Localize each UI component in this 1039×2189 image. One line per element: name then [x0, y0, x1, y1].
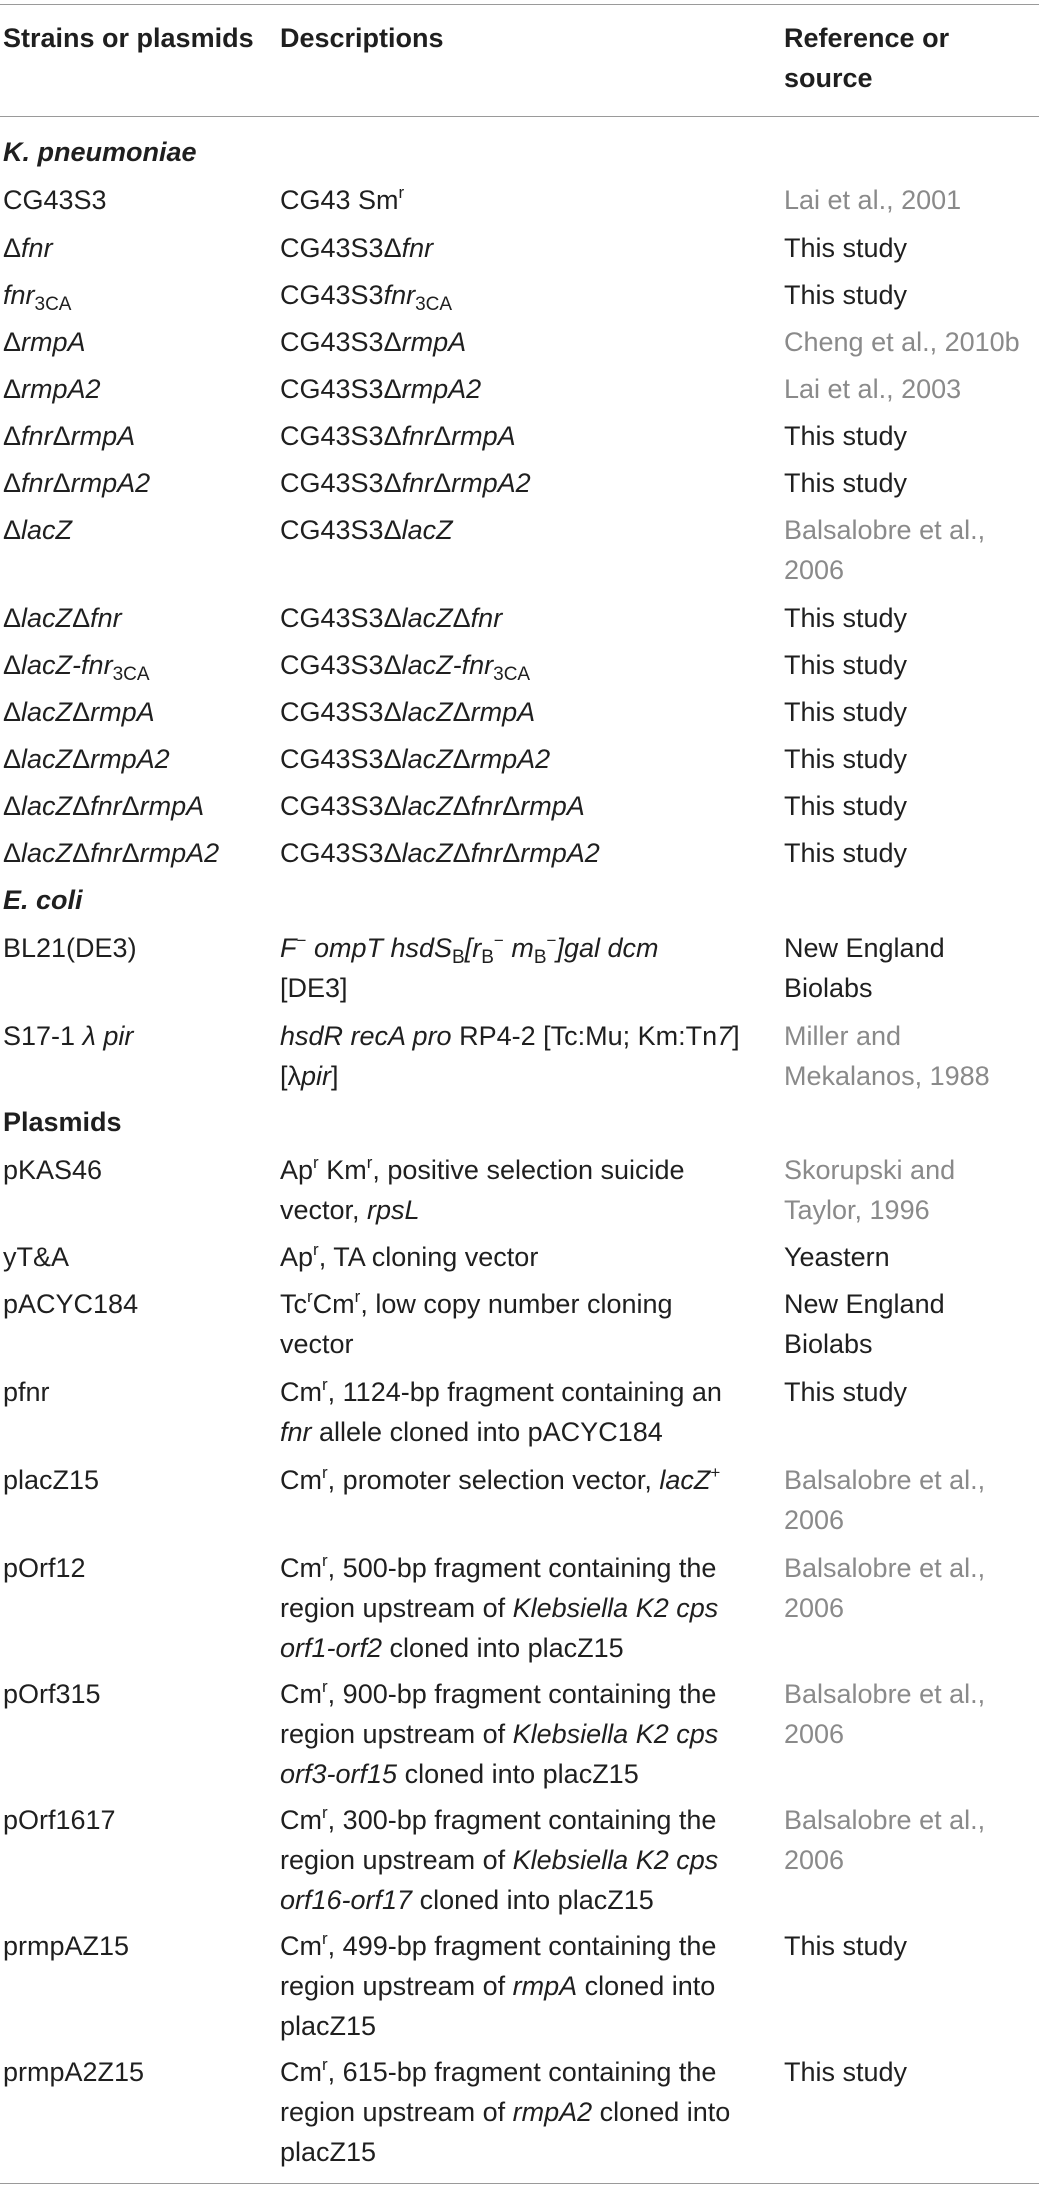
strain-cell: ΔlacZΔfnrΔrmpA2 — [3, 838, 220, 868]
section-plasmids: Plasmids — [3, 1107, 122, 1137]
reference-cell: This study — [784, 421, 908, 451]
reference-cell: Balsalobre et al., 2006 — [784, 1553, 986, 1623]
strain-cell: ΔfnrΔrmpA — [3, 421, 136, 451]
strain-cell: Δfnr — [3, 233, 53, 263]
strain-cell: BL21(DE3) — [3, 933, 137, 963]
strain-cell: ΔlacZ — [3, 515, 73, 545]
reference-cell: Balsalobre et al., 2006 — [784, 1679, 986, 1749]
description-cell: F− ompT $hsdS_B[r_B^-$ $m_B^-]gal$ dcm [DE3] — [280, 931, 659, 1003]
reference-cell: Balsalobre et al., 2006 — [784, 1465, 986, 1535]
description-cell: Cm$^r$, 500-bp fragment containing the region upstream of Klebsiella K2 cps orf1-orf2 cloned into placZ15 — [280, 1551, 719, 1663]
header-strains: Strains or plasmids — [3, 23, 254, 53]
strain-cell: placZ15 — [3, 1465, 100, 1495]
description-cell: CG43S3ΔrmpA2 — [280, 374, 482, 404]
strain-cell: pOrf315 — [3, 1679, 101, 1709]
reference-cell: Skorupski and Taylor, 1996 — [784, 1155, 956, 1225]
reference-cell: Lai et al., 2001 — [784, 185, 962, 215]
reference-cell: Lai et al., 2003 — [784, 374, 962, 404]
description-cell: CG43S3ΔlacZΔrmpA2 — [280, 744, 551, 774]
strain-cell: CG43S3 — [3, 185, 107, 215]
strain-cell: ΔlacZΔrmpA2 — [3, 744, 170, 774]
section-k-pneumoniae: K. pneumoniae — [3, 137, 197, 167]
reference-cell: This study — [784, 2057, 908, 2087]
header-rule — [0, 116, 1039, 117]
description-cell: CG43S3fnr$_{3CA}$ — [280, 280, 453, 315]
description-cell: Cm$^r$, 499-bp fragment containing the region upstream of rmpA cloned into placZ15 — [280, 1929, 717, 2041]
reference-cell: New England Biolabs — [784, 933, 945, 1003]
description-cell: Cm$^r$, 1124-bp fragment containing an fnr allele cloned into pACYC184 — [280, 1375, 722, 1447]
strain-cell: pOrf12 — [3, 1553, 86, 1583]
strain-cell: ΔlacZΔfnr — [3, 603, 122, 633]
strain-cell: ΔrmpA — [3, 327, 86, 357]
description-cell: CG43S3ΔlacZΔrmpA — [280, 697, 536, 727]
reference-cell: This study — [784, 233, 908, 263]
reference-cell: This study — [784, 1377, 908, 1407]
strain-cell: ΔlacZ-fnr$_{3CA}$ — [3, 650, 150, 685]
reference-cell: This study — [784, 697, 908, 727]
reference-cell: This study — [784, 744, 908, 774]
strain-cell: pfnr — [3, 1377, 50, 1407]
description-cell: Cm$^r$, 900-bp fragment containing the region upstream of Klebsiella K2 cps orf3-orf15 cloned into placZ15 — [280, 1677, 719, 1789]
header-reference: Reference or source — [784, 23, 950, 93]
strain-cell: fnr$_{3CA}$ — [3, 280, 72, 315]
strain-cell: ΔlacZΔrmpA — [3, 697, 155, 727]
reference-cell: This study — [784, 650, 908, 680]
description-cell: Ap$^r$, TA cloning vector — [280, 1240, 539, 1272]
strain-cell: pACYC184 — [3, 1289, 139, 1319]
reference-cell: This study — [784, 1931, 908, 1961]
section-e-coli: E. coli — [3, 885, 83, 915]
description-cell: CG43S3ΔlacZΔfnr — [280, 603, 503, 633]
description-cell: CG43S3Δfnr — [280, 233, 434, 263]
description-cell: CG43S3ΔrmpA — [280, 327, 467, 357]
reference-cell: Cheng et al., 2010b — [784, 327, 1020, 357]
description-cell: Cm$^r$, promoter selection vector, lacZ+ — [280, 1463, 721, 1495]
reference-cell: This study — [784, 468, 908, 498]
reference-cell: This study — [784, 603, 908, 633]
table-bottom-rule — [0, 2183, 1039, 2184]
reference-cell: This study — [784, 280, 908, 310]
reference-cell: This study — [784, 791, 908, 821]
reference-cell: Yeastern — [784, 1242, 890, 1272]
description-cell: CG43S3ΔlacZΔfnrΔrmpA — [280, 791, 585, 821]
strain-cell: prmpAZ15 — [3, 1931, 130, 1961]
reference-cell: Miller and Mekalanos, 1988 — [784, 1021, 990, 1091]
strain-cell: ΔrmpA2 — [3, 374, 101, 404]
description-cell: CG43S3ΔfnrΔrmpA — [280, 421, 516, 451]
header-descriptions: Descriptions — [280, 23, 444, 53]
strain-cell: yT&A — [3, 1242, 70, 1272]
description-cell: CG43 Sm$^r$ — [280, 183, 405, 215]
table-top-rule — [0, 4, 1039, 5]
description-cell: CG43S3ΔlacZΔfnrΔrmpA2 — [280, 838, 600, 868]
description-cell: CG43S3ΔfnrΔrmpA2 — [280, 468, 531, 498]
strain-cell: pKAS46 — [3, 1155, 103, 1185]
reference-cell: Balsalobre et al., 2006 — [784, 1805, 986, 1875]
reference-cell: Balsalobre et al., 2006 — [784, 515, 986, 585]
strain-cell: pOrf1617 — [3, 1805, 116, 1835]
description-cell: CG43S3ΔlacZ-fnr$_{3CA}$ — [280, 650, 531, 685]
strain-cell: ΔfnrΔrmpA2 — [3, 468, 151, 498]
strain-cell: prmpA2Z15 — [3, 2057, 145, 2087]
description-cell: CG43S3ΔlacZ — [280, 515, 453, 545]
description-cell: hsdR recA pro RP4-2 [Tc:Mu; Km:Tn7] [λpir] — [280, 1021, 740, 1091]
description-cell: Tc$^r$Cm$^r$, low copy number cloning vector — [280, 1287, 673, 1359]
description-cell: Cm$^r$, 615-bp fragment containing the region upstream of rmpA2 cloned into placZ15 — [280, 2055, 731, 2167]
strain-cell: S17-1 λ pir — [3, 1021, 134, 1051]
description-cell: Cm$^r$, 300-bp fragment containing the region upstream of Klebsiella K2 cps orf16-orf17 cloned into placZ15 — [280, 1803, 719, 1915]
reference-cell: This study — [784, 838, 908, 868]
description-cell: Ap$^r$ Km$^r$, positive selection suicide vector, rpsL — [280, 1153, 685, 1225]
strain-cell: ΔlacZΔfnrΔrmpA — [3, 791, 205, 821]
reference-cell: New England Biolabs — [784, 1289, 945, 1359]
